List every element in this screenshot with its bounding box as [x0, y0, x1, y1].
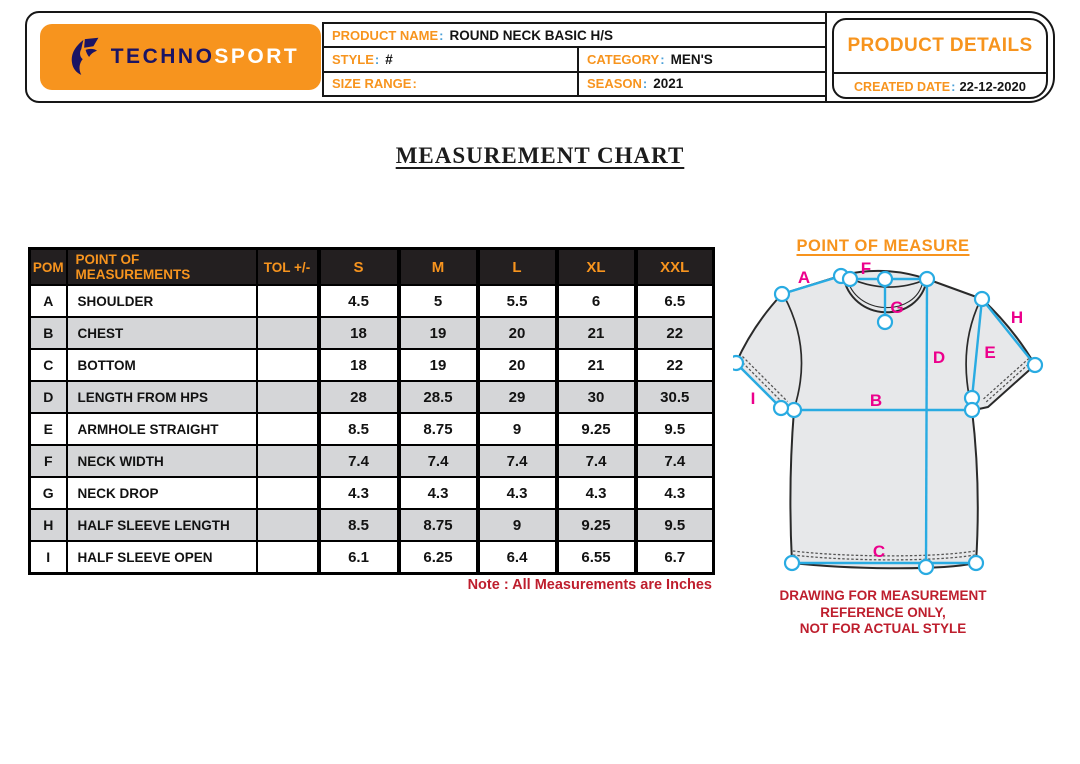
size-value-cell: 8.5: [319, 509, 399, 541]
product-details-box: [832, 18, 1048, 99]
shirt-label-g: G: [890, 298, 904, 317]
col-header-pom: POM: [30, 249, 67, 286]
size-range-cell: [324, 73, 577, 95]
col-header-size-s: S: [319, 249, 399, 286]
size-value-cell: 6.4: [478, 541, 557, 574]
size-value-cell: 9: [478, 509, 557, 541]
shirt-label-f: F: [860, 259, 872, 278]
size-value-cell: 9.5: [636, 413, 714, 445]
colon: :: [642, 76, 648, 92]
season-value: 2021: [653, 76, 684, 92]
size-value-cell: 4.3: [478, 477, 557, 509]
measurement-table: [28, 247, 715, 575]
size-value-cell: 7.4: [636, 445, 714, 477]
pom-cell: I: [30, 541, 67, 574]
size-value-cell: 9: [478, 413, 557, 445]
header-row-product-name: [324, 24, 825, 46]
size-value-cell: 6.5: [636, 285, 714, 317]
tol-cell: [257, 509, 319, 541]
size-value-cell: 28.5: [399, 381, 478, 413]
size-value-cell: 18: [319, 317, 399, 349]
season-label: SEASON: [587, 76, 642, 92]
pom-cell: G: [30, 477, 67, 509]
size-value-cell: 4.3: [557, 477, 636, 509]
size-value-cell: 7.4: [478, 445, 557, 477]
size-value-cell: 29: [478, 381, 557, 413]
header-row-style-category: [324, 46, 825, 70]
table-row: [30, 445, 714, 477]
size-value-cell: 6.25: [399, 541, 478, 574]
size-value-cell: 9.25: [557, 509, 636, 541]
style-value: #: [385, 51, 393, 67]
colon: :: [412, 76, 417, 92]
size-value-cell: 21: [557, 349, 636, 381]
table-row: [30, 413, 714, 445]
table-row: [30, 381, 714, 413]
point-of-measure-title: POINT OF MEASURE: [796, 237, 970, 255]
size-value-cell: 19: [399, 317, 478, 349]
pom-cell: C: [30, 349, 67, 381]
product-name-value: ROUND NECK BASIC H/S: [449, 27, 614, 43]
size-value-cell: 18: [319, 349, 399, 381]
size-value-cell: 6.1: [319, 541, 399, 574]
size-value-cell: 5.5: [478, 285, 557, 317]
measurement-name-cell: CHEST: [67, 317, 257, 349]
tol-cell: [257, 317, 319, 349]
measurement-name-cell: HALF SLEEVE OPEN: [67, 541, 257, 574]
size-value-cell: 7.4: [399, 445, 478, 477]
measurement-name-cell: NECK DROP: [67, 477, 257, 509]
drawing-disclaimer-line3: NOT FOR ACTUAL STYLE: [799, 621, 967, 636]
tol-cell: [257, 349, 319, 381]
col-header-point-of-measurements: POINT OF MEASUREMENTS: [67, 249, 257, 286]
pom-cell: B: [30, 317, 67, 349]
size-value-cell: 22: [636, 317, 714, 349]
size-value-cell: 4.3: [636, 477, 714, 509]
product-name-label: PRODUCT NAME: [332, 27, 439, 43]
table-header-row: [30, 249, 714, 286]
size-value-cell: 6: [557, 285, 636, 317]
header-row-sizerange-season: [324, 71, 825, 95]
col-header-size-xxl: XXL: [636, 249, 714, 286]
brand-logo: [40, 24, 321, 90]
created-date-cell: [834, 74, 1046, 99]
shirt-label-i: I: [750, 389, 756, 408]
category-cell: [577, 48, 825, 70]
table-row: [30, 509, 714, 541]
tol-cell: [257, 445, 319, 477]
size-value-cell: 22: [636, 349, 714, 381]
size-value-cell: 30.5: [636, 381, 714, 413]
tol-cell: [257, 413, 319, 445]
size-value-cell: 9.25: [557, 413, 636, 445]
measurement-name-cell: LENGTH FROM HPS: [67, 381, 257, 413]
table-row: [30, 285, 714, 317]
size-value-cell: 28: [319, 381, 399, 413]
col-header-size-l: L: [478, 249, 557, 286]
measurement-name-cell: HALF SLEEVE LENGTH: [67, 509, 257, 541]
shirt-label-c: C: [872, 542, 886, 561]
measurement-name-cell: NECK WIDTH: [67, 445, 257, 477]
pom-cell: F: [30, 445, 67, 477]
size-value-cell: 8.5: [319, 413, 399, 445]
size-value-cell: 7.4: [319, 445, 399, 477]
technosport-bird-icon: [62, 37, 102, 77]
brand-name-sport: SPORT: [214, 45, 300, 68]
size-value-cell: 7.4: [557, 445, 636, 477]
brand-name-techno: TECHNO: [110, 45, 215, 68]
category-label: CATEGORY: [587, 51, 660, 67]
tol-cell: [257, 285, 319, 317]
tol-cell: [257, 477, 319, 509]
category-value: MEN'S: [670, 51, 713, 67]
table-row: [30, 541, 714, 574]
table-row: [30, 477, 714, 509]
season-cell: [577, 73, 825, 95]
header: [25, 11, 1055, 103]
shirt-label-d: D: [932, 348, 946, 367]
header-fields-table: [322, 22, 825, 97]
pom-cell: E: [30, 413, 67, 445]
pom-cell: H: [30, 509, 67, 541]
measurement-name-cell: SHOULDER: [67, 285, 257, 317]
tol-cell: [257, 541, 319, 574]
size-value-cell: 5: [399, 285, 478, 317]
units-note: Note : All Measurements are Inches: [467, 577, 712, 593]
measurement-name-cell: ARMHOLE STRAIGHT: [67, 413, 257, 445]
measurement-name-cell: BOTTOM: [67, 349, 257, 381]
table-row: [30, 317, 714, 349]
col-header-tol: TOL +/-: [257, 249, 319, 286]
size-value-cell: 6.7: [636, 541, 714, 574]
size-value-cell: 9.5: [636, 509, 714, 541]
product-details-title: PRODUCT DETAILS: [834, 20, 1046, 74]
pom-cell: A: [30, 285, 67, 317]
size-value-cell: 8.75: [399, 509, 478, 541]
size-value-cell: 19: [399, 349, 478, 381]
drawing-disclaimer: [723, 588, 1043, 638]
shirt-label-a: A: [797, 268, 811, 287]
size-value-cell: 20: [478, 317, 557, 349]
col-header-size-xl: XL: [557, 249, 636, 286]
colon: :: [439, 27, 444, 43]
page-title: MEASUREMENT CHART: [395, 143, 685, 168]
header-vertical-divider: [825, 13, 827, 101]
drawing-disclaimer-line2: REFERENCE ONLY,: [820, 604, 946, 620]
tol-cell: [257, 381, 319, 413]
size-value-cell: 21: [557, 317, 636, 349]
product-name-cell: [324, 24, 825, 46]
colon: :: [660, 51, 665, 67]
size-value-cell: 4.5: [319, 285, 399, 317]
size-value-cell: 8.75: [399, 413, 478, 445]
size-value-cell: 4.3: [319, 477, 399, 509]
size-value-cell: 30: [557, 381, 636, 413]
tshirt-measurement-diagram: [733, 245, 1053, 587]
col-header-size-m: M: [399, 249, 478, 286]
style-cell: [324, 48, 577, 70]
size-value-cell: 6.55: [557, 541, 636, 574]
colon: :: [951, 79, 956, 94]
measure-line-d: [926, 279, 927, 567]
shirt-label-h: H: [1010, 308, 1024, 327]
colon: :: [374, 51, 380, 67]
size-value-cell: 20: [478, 349, 557, 381]
drawing-disclaimer-line1: DRAWING FOR MEASUREMENT: [779, 588, 987, 603]
created-date-label: CREATED DATE: [854, 79, 951, 94]
shirt-label-e: E: [984, 343, 996, 362]
brand-name: [111, 45, 300, 69]
size-value-cell: 4.3: [399, 477, 478, 509]
created-date-value: 22-12-2020: [959, 79, 1026, 94]
style-label: STYLE: [332, 51, 374, 67]
table-row: [30, 349, 714, 381]
size-range-label: SIZE RANGE: [332, 76, 412, 92]
shirt-label-b: B: [869, 391, 883, 410]
pom-cell: D: [30, 381, 67, 413]
